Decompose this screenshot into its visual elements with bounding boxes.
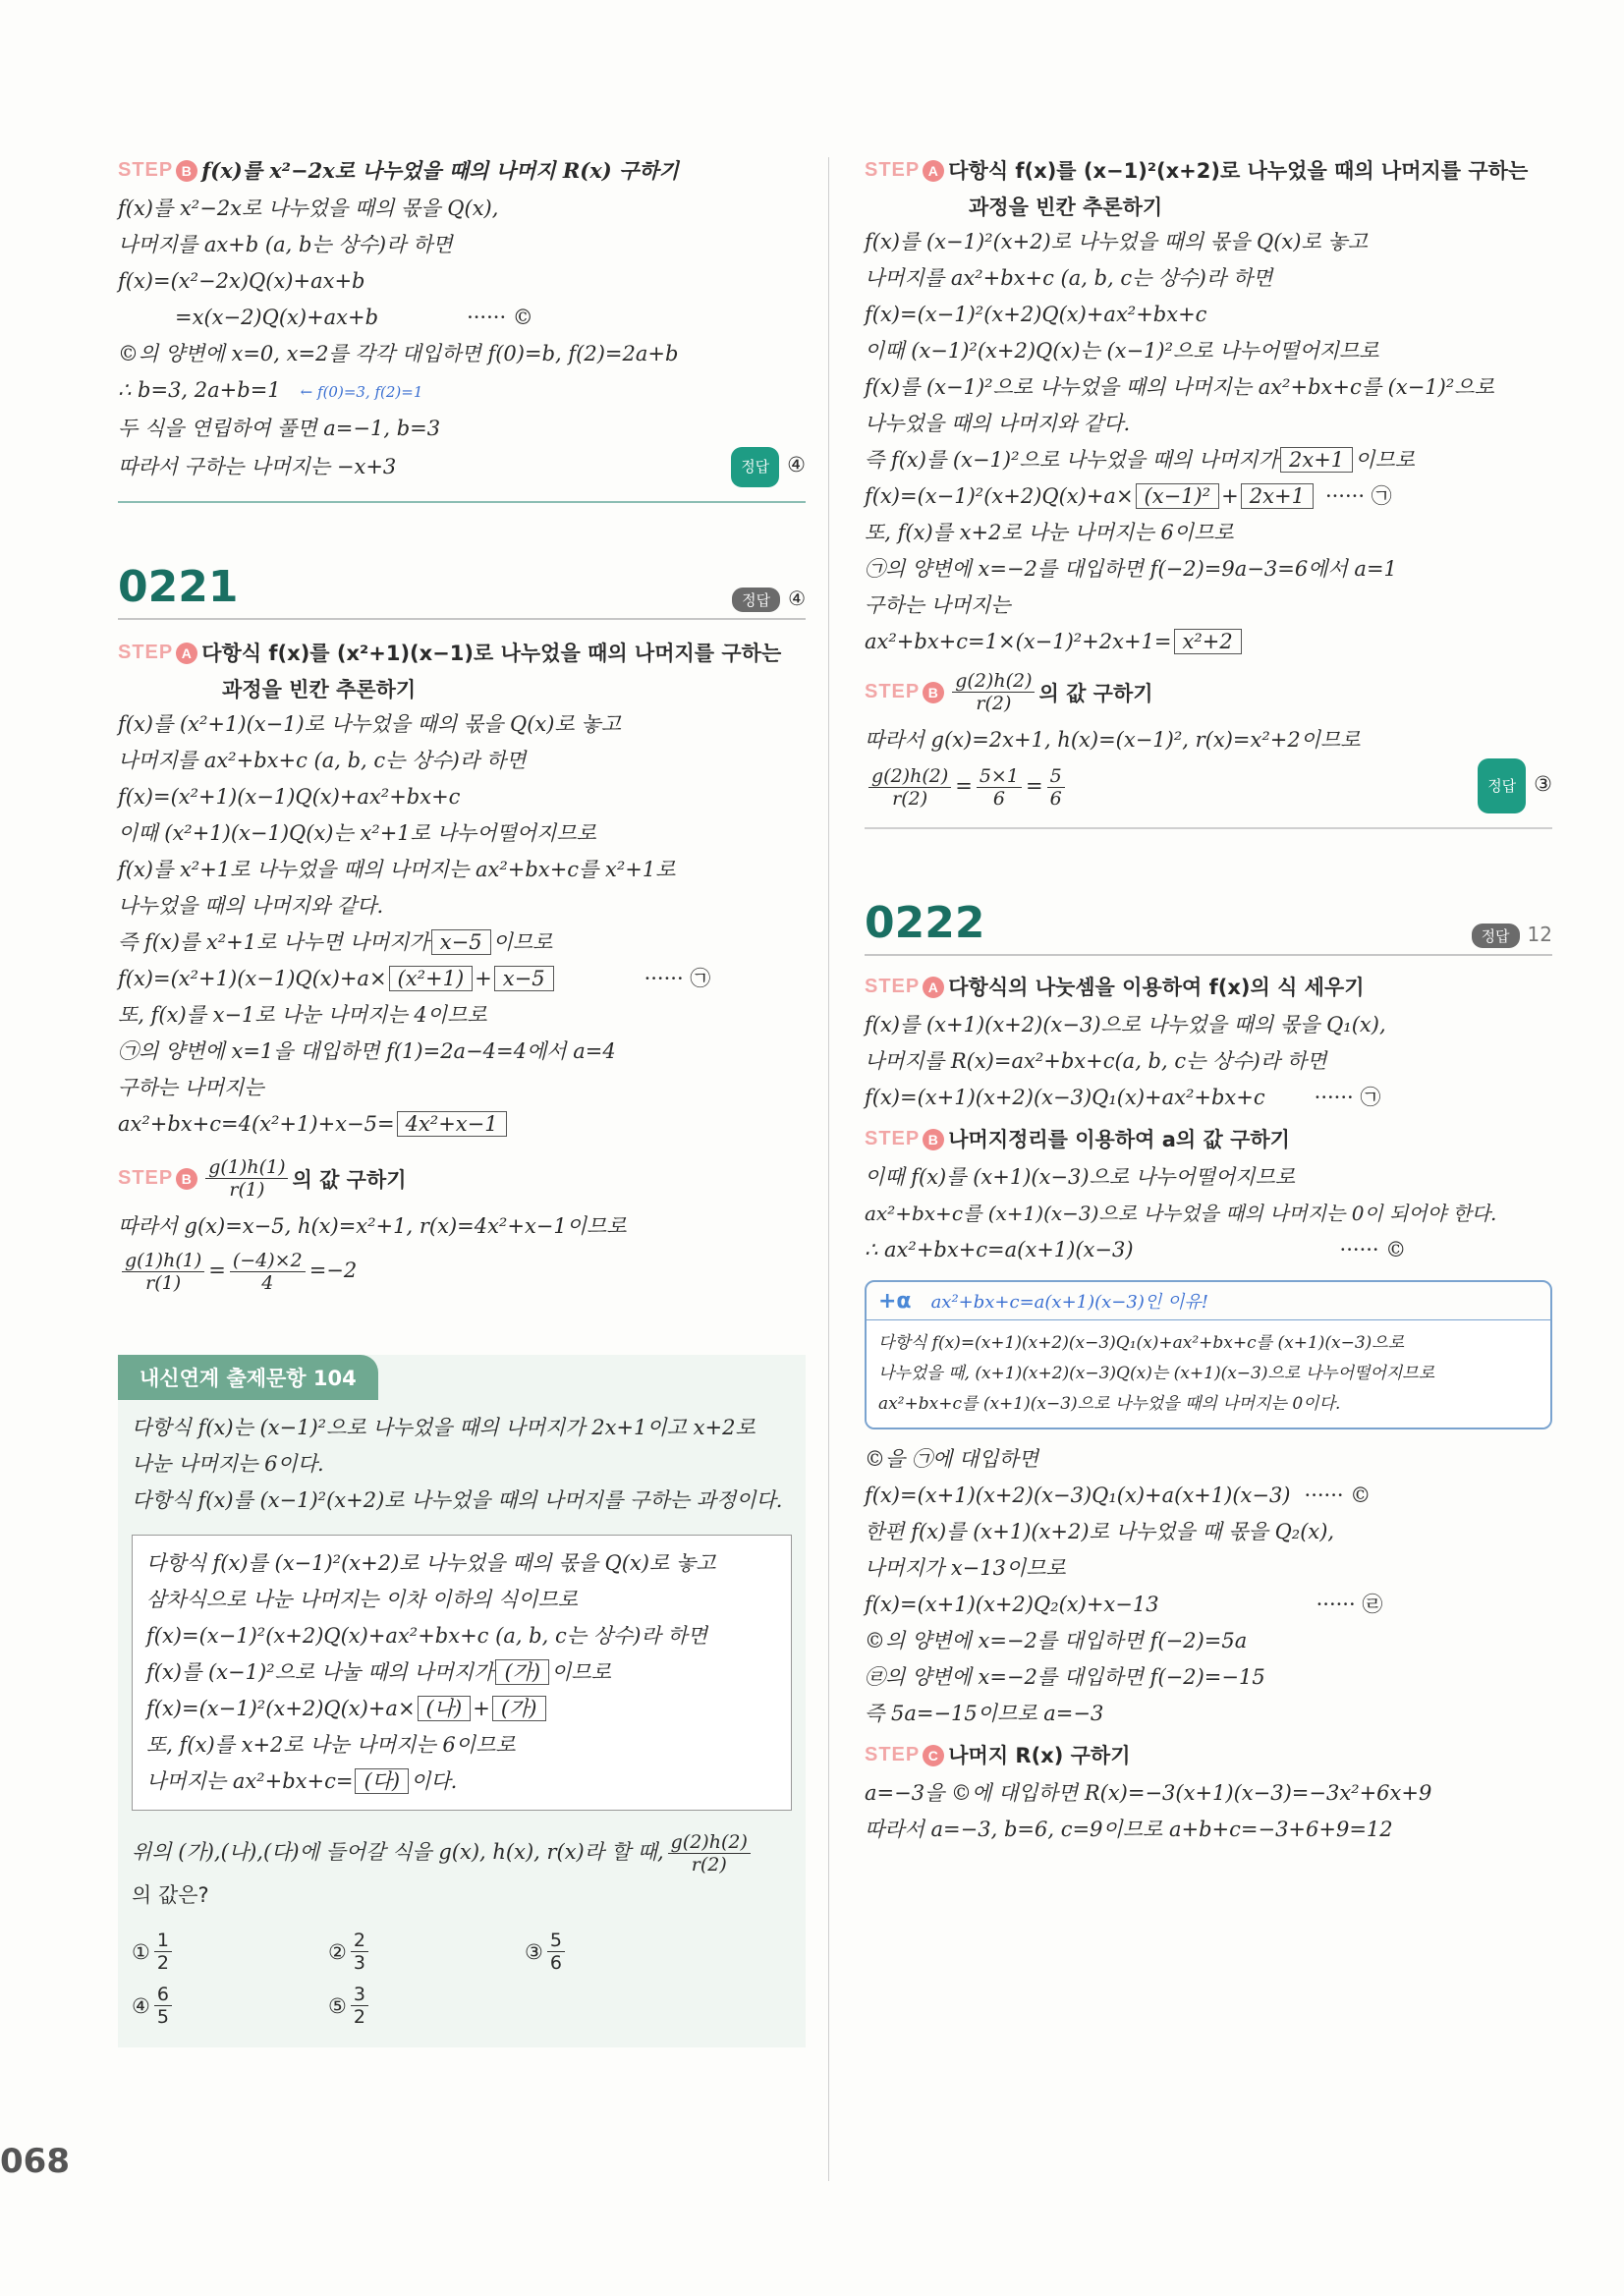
fraction: $\frac{5\times 1}{6}$	[977, 765, 1022, 810]
blank-ga: (가)	[495, 1659, 549, 1685]
step-heading	[865, 1740, 1552, 1769]
left-column	[118, 147, 806, 2047]
plus-alpha-body	[867, 1319, 1550, 1428]
step-heading	[865, 670, 1552, 714]
problem-number: 0222	[865, 898, 985, 948]
text-line: f(x)=(x+1)(x+2)(x−3)Q₁(x)+a(x+1)(x−3) ······ ©	[865, 1484, 1372, 1507]
fraction: $\frac{g(2)h(2)}{r(2)}$	[952, 670, 1035, 714]
step-tag: STEP A	[865, 976, 944, 998]
text-line: 또, f(x)를 x+2로 나눈 나머지는 6이므로	[865, 521, 1234, 544]
text-line: ㉠의 양변에 x=−2를 대입하면 f(−2)=9a−3=6에서 a=1	[865, 557, 1397, 581]
step-tag: STEP C	[865, 1744, 944, 1766]
answer-value: ④	[787, 453, 806, 476]
text-line: 다항식 f(x)를 (x−1)²(x+2)로 나누었을 때의 몫을 Q(x)로 놓고	[146, 1551, 716, 1575]
text-line: ax²+bx+c=4(x²+1)+x−5= 4x²+x−1	[118, 1106, 806, 1143]
text-line: 나머지를 R(x)=ax²+bx+c(a, b, c는 상수)라 하면	[865, 1049, 1327, 1073]
answer-row	[865, 758, 1552, 813]
step-tag: STEP B	[118, 159, 197, 182]
text-line: ∴ ax²+bx+c=a(x+1)(x−3) ······ ©	[865, 1238, 1407, 1261]
answer-badge: 정답	[1478, 758, 1526, 813]
step-heading	[865, 155, 1552, 185]
text-line: 두 식을 연립하여 풀면 a=−1, b=3	[118, 417, 441, 440]
step-title: 다항식의 나눗셈을 이용하여 f(x)의 식 세우기	[948, 976, 1365, 999]
blank-na: (나)	[418, 1696, 472, 1721]
step-heading	[118, 1156, 806, 1201]
annotation-note: ← f(0)=3, f(2)=1	[300, 383, 423, 401]
blank-box: 4x²+x−1	[397, 1111, 507, 1137]
text-line: 나눈 나머지는 6이다.	[132, 1452, 324, 1476]
choice-1[interactable]: ① $\frac{1}{2}$	[132, 1930, 328, 1974]
answer-value: ③	[1534, 772, 1552, 796]
blank-ga: (가)	[492, 1696, 546, 1721]
text-line: 이때 f(x)를 (x+1)(x−3)으로 나누어떨어지므로	[865, 1165, 1296, 1189]
blank-box: x−5	[494, 966, 554, 991]
text-line: ∴ b=3, 2a+b=1 ← f(0)=3, f(2)=1	[118, 378, 423, 402]
step-heading	[865, 1124, 1552, 1153]
text-line: f(x)를 (x+1)(x+2)(x−3)으로 나누었을 때의 몫을 Q₁(x),	[865, 1013, 1386, 1036]
question-line: 위의 (가),(나),(다)에 들어갈 식을 g(x), h(x), r(x)라 할 때, $\frac{g(2)h(2)}{r(2)}$	[132, 1826, 792, 1877]
right-column	[865, 147, 1552, 1848]
step-heading	[118, 638, 806, 667]
text-line: 나누었을 때의 나머지와 같다.	[118, 894, 384, 918]
text-line: f(x)=(x−1)²(x+2)Q(x)+ax²+bx+c (a, b, c는 상수)라 하면	[146, 1624, 708, 1648]
text-line: a=−3을 ©에 대입하면 R(x)=−3(x+1)(x−3)=−3x²+6x+9	[865, 1781, 1432, 1805]
step-heading	[118, 155, 806, 185]
text-line: 따라서 g(x)=x−5, h(x)=x²+1, r(x)=4x²+x−1이므로	[118, 1214, 627, 1238]
blank-box: x²+2	[1174, 629, 1242, 654]
choice-5[interactable]: ⑤ $\frac{3}{2}$	[328, 1984, 525, 2028]
answer-choices	[132, 1930, 792, 2028]
answer-row	[118, 447, 806, 487]
blank-box: (x²+1)	[389, 966, 474, 991]
step-tag: STEP B	[865, 681, 944, 703]
step-title-cont: 과정을 빈칸 추론하기	[222, 678, 417, 701]
text-line: =x(x−2)Q(x)+ax+b ······ ©	[175, 306, 533, 329]
step-tag: STEP B	[118, 1167, 197, 1190]
step-tag: STEP A	[118, 642, 197, 664]
section-rule	[118, 501, 806, 503]
problem-0222	[865, 898, 1552, 1848]
answer-badge: 정답	[732, 588, 780, 612]
text-line: 다항식 f(x)는 (x−1)²으로 나누었을 때의 나머지가 2x+1이고 x+2로	[132, 1416, 756, 1439]
blank-box: 2x+1	[1280, 447, 1353, 473]
text-line: f(x)=(x−1)²(x+2)Q(x)+a× (x−1)² + 2x+1 ······ ㉠	[865, 484, 1392, 508]
plus-alpha-header: +α ax²+bx+c=a(x+1)(x−3)인 이유!	[878, 1289, 1208, 1314]
text-line: 이때 (x−1)²(x+2)Q(x)는 (x−1)²으로 나누어떨어지므로	[865, 339, 1379, 363]
answer-badge: 정답	[1472, 924, 1520, 948]
choice-3[interactable]: ③ $\frac{5}{6}$	[525, 1930, 721, 1974]
step-title-cont: 과정을 빈칸 추론하기	[969, 196, 1163, 219]
text-line: f(x)=(x+1)(x+2)(x−3)Q₁(x)+ax²+bx+c ······ ㉠	[865, 1086, 1381, 1109]
text-line: 나머지는 ax²+bx+c= (다) 이다.	[146, 1769, 458, 1793]
fraction: $\frac{g(1)h(1)}{r(1)}$	[205, 1156, 288, 1201]
choice-2[interactable]: ② $\frac{2}{3}$	[328, 1930, 525, 1974]
plus-alpha-icon: +α	[878, 1289, 912, 1314]
text-line: ax²+bx+c=1×(x−1)²+2x+1= x²+2	[865, 624, 1552, 660]
step-tag: STEP B	[865, 1128, 944, 1150]
blank-box: (x−1)²	[1136, 483, 1220, 509]
page-number: 068	[0, 2142, 70, 2181]
blank-box: x−5	[431, 929, 491, 955]
section-rule	[865, 827, 1552, 829]
blank-box: 2x+1	[1241, 483, 1314, 509]
text-line: f(x)를 (x−1)²(x+2)로 나누었을 때의 몫을 Q(x)로 놓고	[865, 230, 1369, 253]
text-line: 이때 (x²+1)(x−1)Q(x)는 x²+1로 나누어떨어지므로	[118, 821, 596, 845]
column-divider	[828, 157, 829, 2181]
text-line: f(x)를 (x−1)²으로 나누었을 때의 나머지는 ax²+bx+c를 (x−1)²으로	[865, 375, 1494, 399]
step-title: f(x)를 x²−2x로 나누었을 때의 나머지 R(x) 구하기	[201, 158, 679, 183]
text-line: ax²+bx+c를 (x+1)(x−3)으로 나누었을 때의 나머지는 0이 되어야 한다.	[865, 1202, 1497, 1225]
text-line: 나머지를 ax²+bx+c (a, b, c는 상수)라 하면	[865, 266, 1273, 290]
calc-line: $\frac{g(2)h(2)}{r(2)}$ = $\frac{5\times 1}{6}$ = $\frac{5}{6}$	[865, 760, 1069, 812]
naesin-solution-section	[865, 155, 1552, 829]
text-line: 즉 f(x)를 x²+1로 나누면 나머지가 x−5 이므로	[118, 930, 553, 954]
text-line: f(x)를 x²−2x로 나누었을 때의 몫을 Q(x),	[118, 196, 499, 220]
text-line: ㉠의 양변에 x=1을 대입하면 f(1)=2a−4=4에서 a=4	[118, 1039, 616, 1063]
fraction: $\frac{(-4)\times 2}{4}$	[230, 1250, 306, 1294]
text-line: 한편 f(x)를 (x+1)(x+2)로 나누었을 때 몫을 Q₂(x),	[865, 1520, 1335, 1543]
text-line: 나머지가 x−13이므로	[865, 1556, 1066, 1580]
step-title: 나머지 R(x) 구하기	[948, 1744, 1131, 1767]
question-line: 의 값은?	[132, 1883, 209, 1907]
text-line: 삼차식으로 나눈 나머지는 이차 이하의 식이므로	[146, 1588, 579, 1611]
text-line: f(x)=(x²−2x)Q(x)+ax+b	[118, 269, 365, 293]
step-title: 의 값 구하기	[1038, 681, 1153, 705]
text-line: 따라서 구하는 나머지는 −x+3	[118, 455, 397, 478]
text-line: 따라서 g(x)=2x+1, h(x)=(x−1)², r(x)=x²+2이므로	[865, 728, 1361, 752]
choice-4[interactable]: ④ $\frac{6}{5}$	[132, 1984, 328, 2028]
text-line: f(x)=(x+1)(x+2)Q₂(x)+x−13 ······ ㉣	[865, 1593, 1383, 1616]
text-line: ax²+bx+c를 (x+1)(x−3)으로 나누었을 때의 나머지는 0이다.	[878, 1394, 1341, 1414]
step-tag: STEP A	[865, 159, 944, 182]
problem-number: 0221	[118, 562, 239, 612]
text-line: 다항식 f(x)=(x+1)(x+2)(x−3)Q₁(x)+ax²+bx+c를 (x+1)(x−3)으로	[878, 1333, 1405, 1353]
text-line: 구하는 나머지는	[118, 1076, 264, 1099]
problem-header	[865, 898, 1552, 956]
text-line: f(x)=(x²+1)(x−1)Q(x)+a× (x²+1) + x−5 ······ ㉠	[118, 967, 711, 990]
text-line: ©의 양변에 x=−2를 대입하면 f(−2)=5a	[865, 1629, 1248, 1652]
text-line: f(x)=(x−1)²(x+2)Q(x)+ax²+bx+c	[865, 303, 1207, 326]
fraction: $\frac{5}{6}$	[1047, 765, 1065, 810]
text-line: f(x)를 (x²+1)(x−1)로 나누었을 때의 몫을 Q(x)로 놓고	[118, 712, 622, 736]
naesin-header: 내신연계 출제문항 104	[118, 1355, 378, 1400]
problem-header	[118, 562, 806, 620]
text-line: 즉 f(x)를 (x−1)²으로 나누었을 때의 나머지가 2x+1 이므로	[865, 448, 1416, 472]
fraction: $\frac{g(2)h(2)}{r(2)}$	[668, 1831, 751, 1876]
text-line: 또, f(x)를 x−1로 나눈 나머지는 4이므로	[118, 1003, 487, 1027]
text-line: 나머지를 ax²+bx+c (a, b, c는 상수)라 하면	[118, 749, 527, 772]
fraction: $\frac{g(2)h(2)}{r(2)}$	[868, 765, 951, 810]
text-line: f(x)를 x²+1로 나누었을 때의 나머지는 ax²+bx+c를 x²+1로	[118, 858, 676, 881]
text-line: 따라서 a=−3, b=6, c=9이므로 a+b+c=−3+6+9=12	[865, 1818, 1393, 1841]
step-title: 의 값 구하기	[292, 1167, 407, 1192]
answer-badge: 정답	[731, 447, 779, 487]
text-line: 구하는 나머지는	[865, 593, 1011, 617]
step-b-remainder-section	[118, 155, 806, 503]
step-title: 다항식 f(x)를 (x−1)²(x+2)로 나누었을 때의 나머지를 구하는	[948, 159, 1529, 183]
text-line: 또, f(x)를 x+2로 나눈 나머지는 6이므로	[146, 1733, 516, 1757]
text-line: f(x)=(x−1)²(x+2)Q(x)+a× (나) + (가)	[146, 1691, 777, 1727]
step-title: 다항식 f(x)를 (x²+1)(x−1)로 나누었을 때의 나머지를 구하는	[201, 642, 782, 665]
text-line: ©을 ㉠에 대입하면	[865, 1447, 1039, 1471]
text-line: 다항식 f(x)를 (x−1)²(x+2)로 나누었을 때의 나머지를 구하는 과정이다.	[132, 1488, 783, 1512]
text-line: 즉 5a=−15이므로 a=−3	[865, 1702, 1104, 1725]
text-line: 나머지를 ax+b (a, b는 상수)라 하면	[118, 233, 453, 256]
answer-value: 12	[1527, 923, 1552, 946]
text-line: ©의 양변에 x=0, x=2를 각각 대입하면 f(0)=b, f(2)=2a+b	[118, 342, 679, 365]
plus-alpha-box	[865, 1280, 1552, 1429]
text-line: ㉣의 양변에 x=−2를 대입하면 f(−2)=−15	[865, 1665, 1265, 1689]
naesin-problem-box	[118, 1355, 806, 2047]
text-line: f(x)=(x²+1)(x−1)Q(x)+ax²+bx+c	[118, 785, 461, 809]
process-box	[132, 1535, 792, 1811]
step-heading	[865, 972, 1552, 1001]
text-line: 나누었을 때의 나머지와 같다.	[865, 412, 1131, 435]
text-line: f(x)를 (x−1)²으로 나눌 때의 나머지가 (가) 이므로	[146, 1660, 611, 1684]
problem-0221	[118, 562, 806, 1296]
blank-da: (다)	[355, 1768, 409, 1794]
answer-value: ④	[788, 587, 806, 610]
step-title: 나머지정리를 이용하여 a의 값 구하기	[948, 1128, 1290, 1151]
calc-line: $\frac{g(1)h(1)}{r(1)}$ = $\frac{(-4)\times 2}{4}$ =−2	[118, 1245, 806, 1296]
fraction: $\frac{g(1)h(1)}{r(1)}$	[122, 1250, 204, 1294]
text-line: 나누었을 때, (x+1)(x+2)(x−3)Q(x)는 (x+1)(x−3)으로 나누어떨어지므로	[878, 1364, 1435, 1383]
